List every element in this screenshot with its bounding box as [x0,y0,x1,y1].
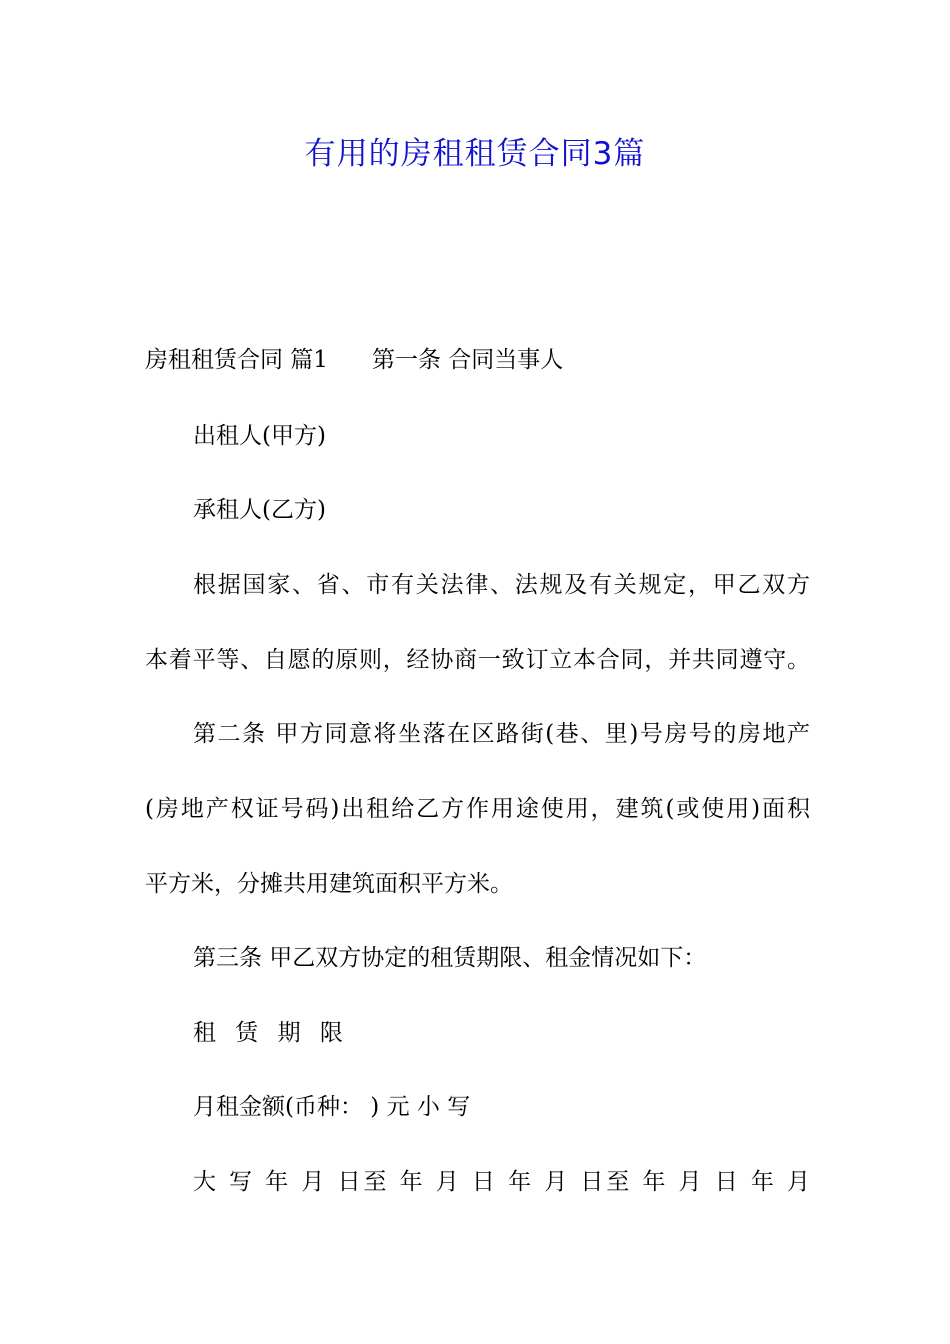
document-title: 有用的房租租赁合同3篇 [304,136,646,172]
contract-part-label: 房租租赁合同 篇1 [145,347,328,373]
lessor-line: 出租人(甲方) [193,423,326,449]
lease-term-line: 租 赁 期 限 [193,1020,349,1046]
date-range-line: 大 写 年 月 日至 年 月 日 年 月 日至 年 月 日 年 月 [193,1169,810,1195]
paragraph-line: 第二条 甲方同意将坐落在区路街(巷、里)号房号的房地产 [193,721,810,747]
paragraph-line: 根据国家、省、市有关法律、法规及有关规定，甲乙双方 [193,572,810,598]
article-3-line: 第三条 甲乙双方协定的租赁期限、租金情况如下： [193,945,707,971]
paragraph-line: 本着平等、自愿的原则，经协商一致订立本合同，并共同遵守。 [145,647,810,673]
monthly-rent-line: 月租金额(币种： ) 元 小 写 [193,1094,471,1120]
paragraph-line: (房地产权证号码)出租给乙方作用途使用，建筑(或使用)面积 [145,796,810,822]
article-1-heading: 第一条 合同当事人 [371,347,564,373]
lessee-line: 承租人(乙方) [193,497,326,523]
paragraph-line: 平方米，分摊共用建筑面积平方米。 [145,871,513,897]
contract-heading-line [145,345,810,375]
